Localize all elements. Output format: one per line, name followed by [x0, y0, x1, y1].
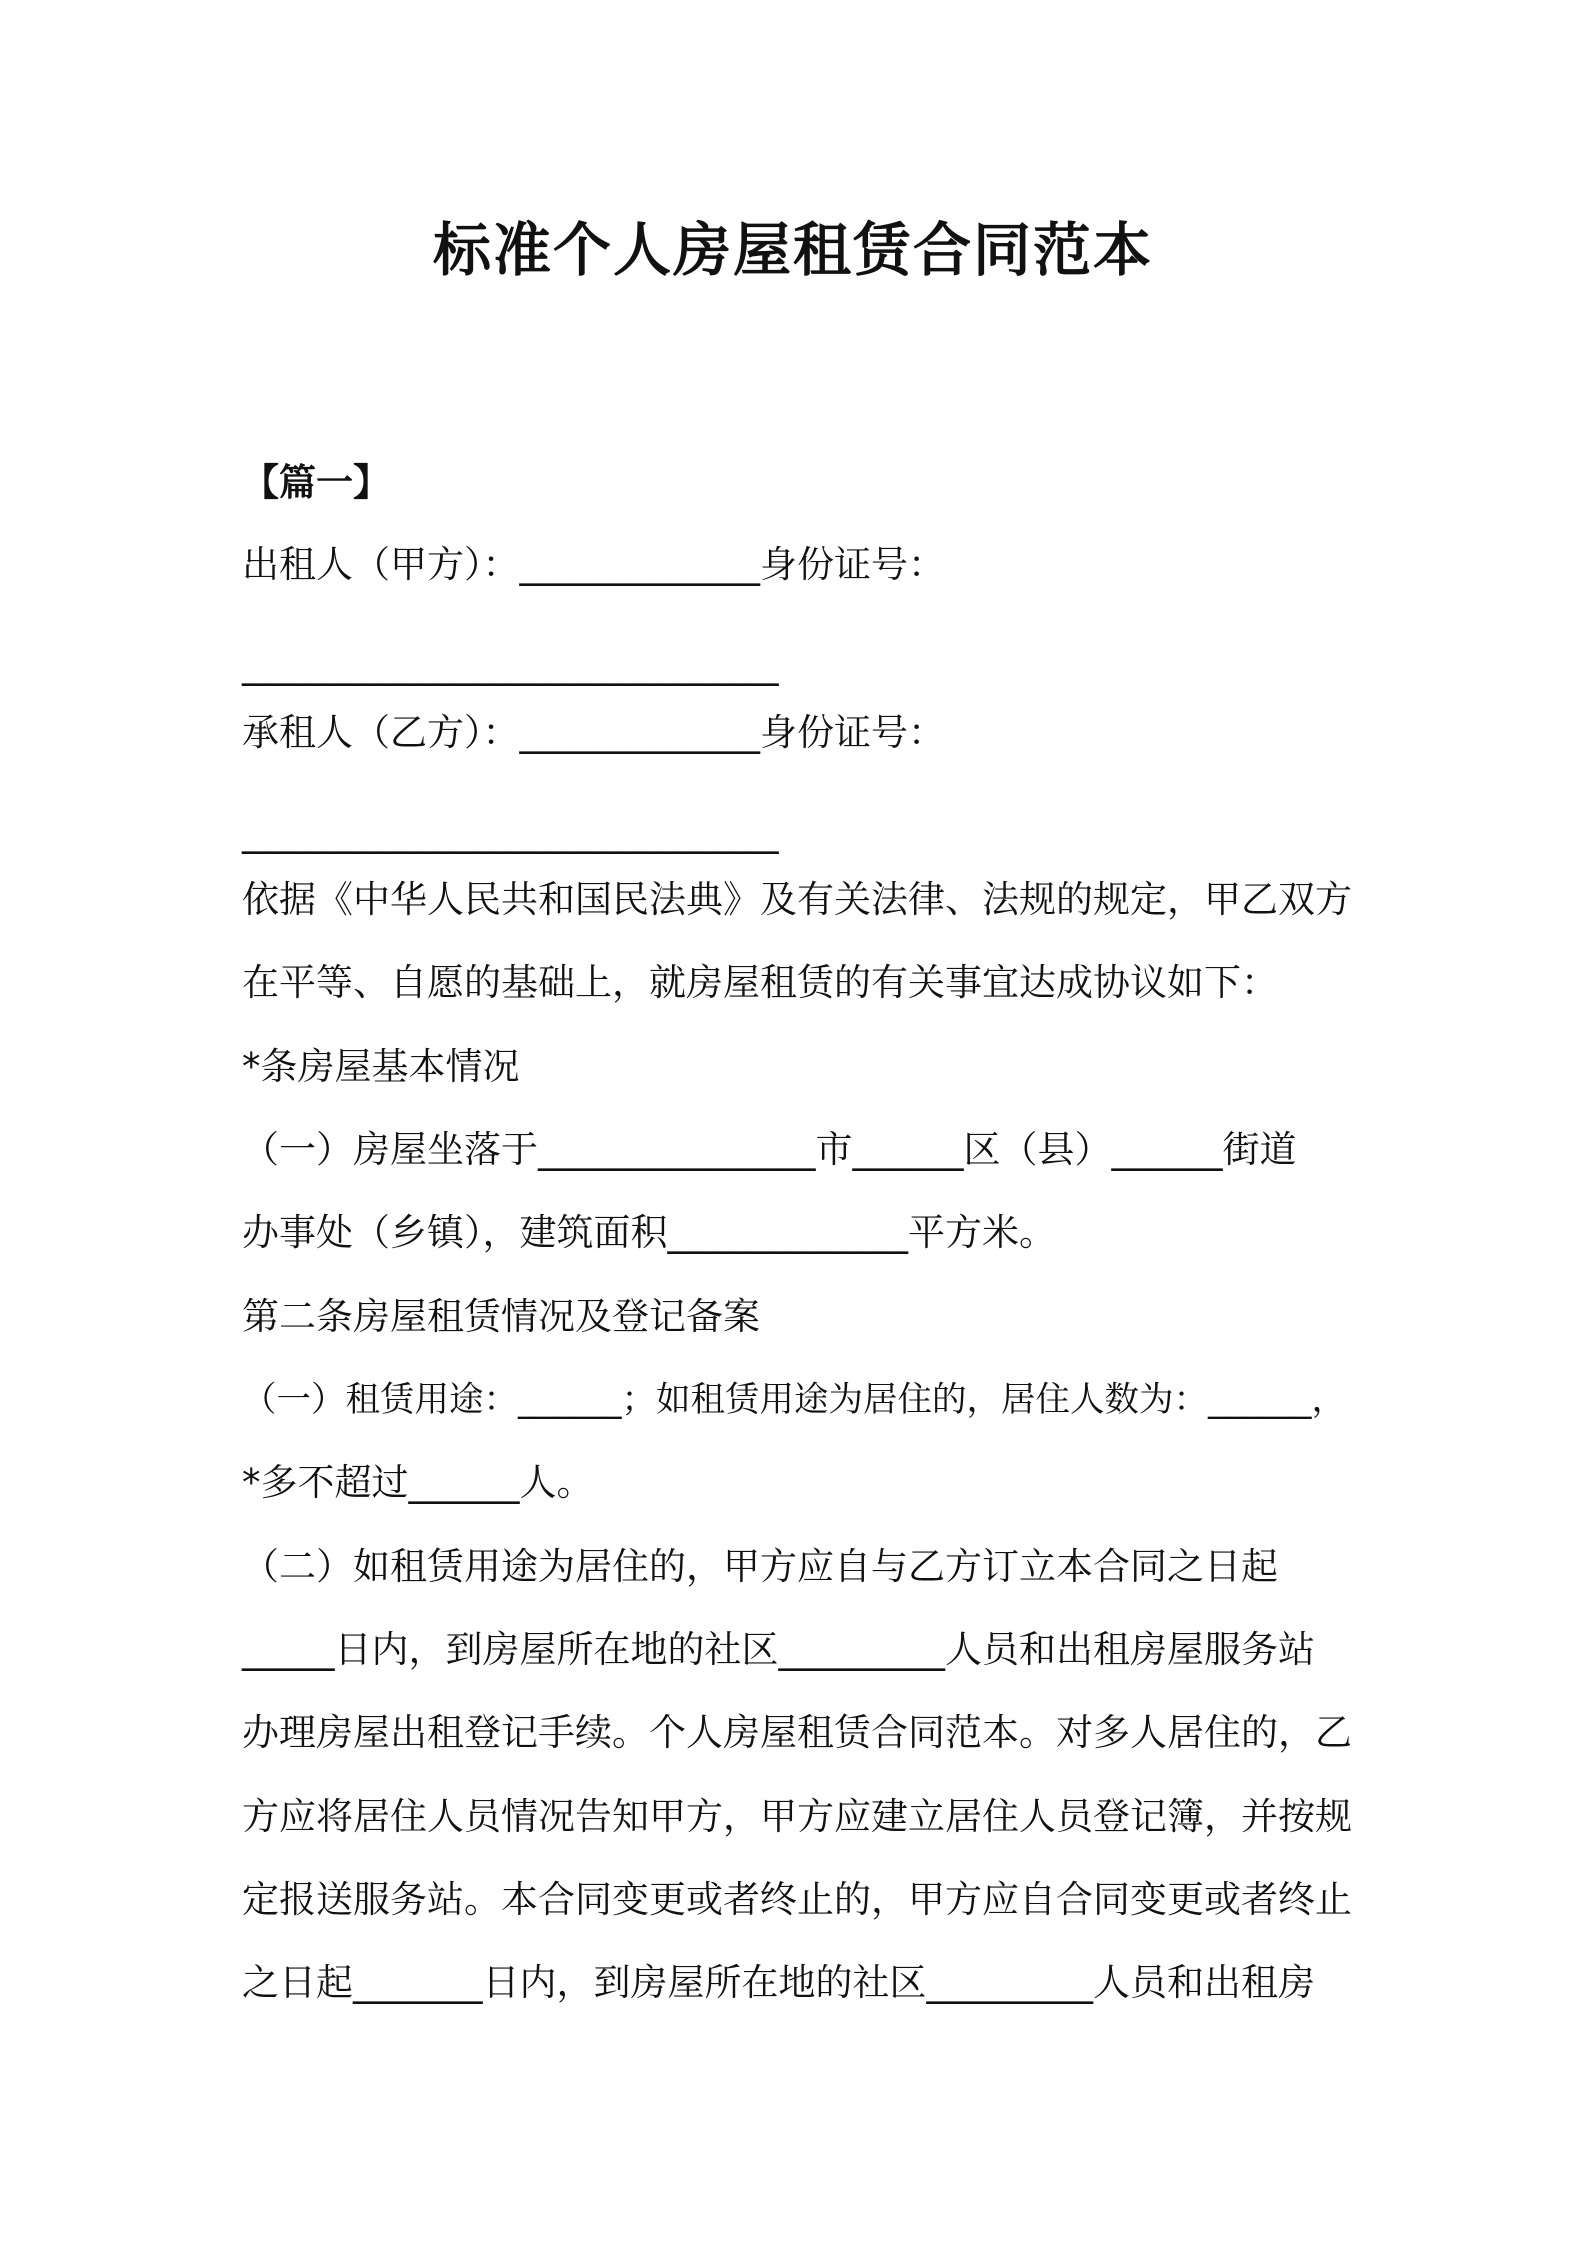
- section-heading: 【篇一】: [242, 461, 390, 504]
- article-2-clause-2e: 定报送服务站。本合同变更或者终止的，甲方应自合同变更或者终止: [242, 1878, 1352, 1921]
- lessor-line: 出租人（甲方）：_____________身份证号：: [242, 543, 945, 586]
- lessor-id-blank: _____________________________: [242, 643, 779, 686]
- article-2-clause-1a: （一）租赁用途：______；如租赁用途为居住的，居住人数为：______，: [242, 1380, 1346, 1420]
- lessee-id-blank: _____________________________: [242, 811, 779, 854]
- lessee-line: 承租人（乙方）：_____________身份证号：: [242, 711, 945, 754]
- article-1-heading: *条房屋基本情况: [242, 1045, 520, 1088]
- article-1-clause-1b: 办事处（乡镇），建筑面积_____________平方米。: [242, 1211, 1056, 1254]
- article-2-clause-2b: _____日内，到房屋所在地的社区_________人员和出租房屋服务站: [242, 1628, 1315, 1671]
- preamble-line-1: 依据《中华人民共和国民法典》及有关法律、法规的规定，甲乙双方: [242, 878, 1352, 921]
- article-2-clause-2f: 之日起_______日内，到房屋所在地的社区_________人员和出租房: [242, 1961, 1315, 2004]
- article-2-clause-2c: 办理房屋出租登记手续。个人房屋租赁合同范本。对多人居住的，乙: [242, 1711, 1352, 1754]
- document-title: 标准个人房屋租赁合同范本: [432, 216, 1153, 284]
- article-2-heading: 第二条房屋租赁情况及登记备案: [242, 1295, 760, 1338]
- article-2-clause-2a: （二）如租赁用途为居住的，甲方应自与乙方订立本合同之日起: [242, 1545, 1278, 1588]
- preamble-line-2: 在平等、自愿的基础上，就房屋租赁的有关事宜达成协议如下：: [242, 961, 1278, 1004]
- article-2-clause-1b: *多不超过______人。: [242, 1461, 594, 1504]
- article-2-clause-2d: 方应将居住人员情况告知甲方，甲方应建立居住人员登记簿，并按规: [242, 1795, 1352, 1838]
- article-1-clause-1a: （一）房屋坐落于_______________市______区（县）______街道: [242, 1128, 1297, 1171]
